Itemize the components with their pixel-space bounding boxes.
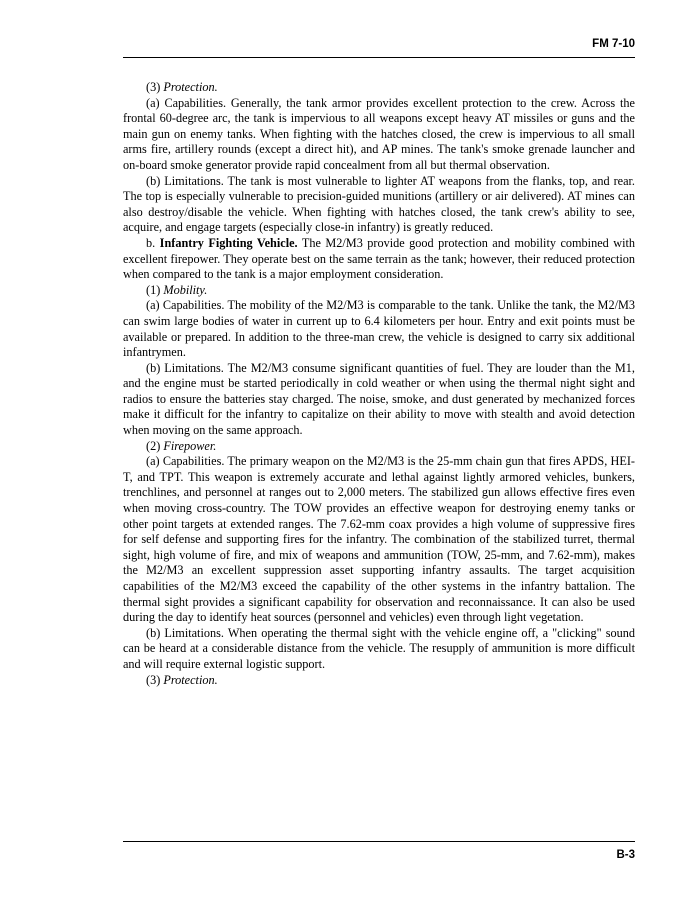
paragraph-firepower-limitations: (b) Limitations. When operating the thermal sight with the vehicle engine off, a "clicking" sound can be heard at a considerable distance from the vehicle. The resupply of ammunition is more difficult and will require external logistic support. [123,625,635,671]
document-id-header: FM 7-10 [592,38,635,50]
page-number: B-3 [616,849,635,861]
paragraph-text: The M2/M3 provide good protection and mobility combined with excellent firepower. They operate best on the same terrain as the tank; however, their reduced protection when compared to the tank is a major employment consideration. [123,235,636,282]
paragraph-firepower-capabilities: (a) Capabilities. The primary weapon on the M2/M3 is the 25-mm chain gun that fires APDS, HEI-T, and TPT. This weapon is extremely accurate and lethal against lightly armored vehicles, bunkers, trenchlines, and personnel at ranges out to 2,000 meters. The stabilized gun allows effective fires even when moving cross-country. The TOW provides an effective weapon for destroying enemy tanks or other point targets at extended ranges. The 7.62-mm coax provides a high volume of suppressive fires for self defense and supporting fires for the infantry. The combination of the stabilized turret, thermal sight, high volume of fire, and mix of weapons and ammunition (TOW, 25-mm, and 7.62-mm), makes the M2/M3 an excellent suppression asset supporting infantry assaults. The target acquisition capabilities of the M2/M3 exceed the capability of the other systems in the infantry battalion. The thermal sight provides a significant capability for observation and reconnaissance. It can also be used during the day to identify heat sources (personnel and vehicles) even through light vegetation. [123,454,635,625]
paragraph-mobility-capabilities: (a) Capabilities. The mobility of the M2/M3 is comparable to the tank. Unlike the tank, the M2/M3 can swim large bodies of water in current up to 6.4 kilometers per hour. Entry and exit points must be available or prepared. In addition to the three-man crew, the vehicle is designed to carry six additional infantrymen. [123,298,635,360]
paragraph-title: Protection. [163,80,218,94]
paragraph-tank-protection-limitations: (b) Limitations. The tank is most vulnerable to lighter AT weapons from the flanks, top, and rear. The top is especially vulnerable to precision-guided munitions (artillery or air delivered). AT mines can also destroy/disable the vehicle. When fighting with hatches closed, the tank crew's ability to see, acquire, and engage targets (especially close-in infantry) is greatly reduced. [123,173,635,235]
paragraph-tank-protection-capabilities: (a) Capabilities. Generally, the tank armor provides excellent protection to the crew. Across the frontal 60-degree arc, the tank is impervious to all weapons except heavy AT missiles or guns and the main gun on enemy tanks. When fighting with the hatches closed, the crew is impervious to all small arms fire, artillery rounds (except a direct hit), and AP mines. The tank's smoke grenade launcher and on-board smoke generator provide rapid concealment from all but thermal observation. [123,95,635,172]
paragraph-label: (3) [146,672,164,687]
paragraph-infantry-fighting-vehicle [123,236,635,283]
subsection-heading-mobility [123,283,635,299]
paragraph-label: (2) [146,438,164,453]
subsection-heading-protection-2 [123,673,635,689]
page-body [123,80,635,688]
paragraph-label: (3) [146,80,164,94]
paragraph-title: Mobility. [163,282,208,297]
paragraph-label: (1) [146,282,164,297]
subsection-heading-firepower [123,439,635,455]
paragraph-title: Infantry Fighting Vehicle. [159,235,298,250]
subsection-heading-protection [123,80,635,96]
paragraph-label: b. [146,235,160,250]
header-rule [123,57,635,58]
paragraph-mobility-limitations: (b) Limitations. The M2/M3 consume significant quantities of fuel. They are louder than the M1, and the engine must be started periodically in cold weather or when using the thermal night sight and radios to ensure the batteries stay charged. The noise, smoke, and dust generated by mechanized forces make it difficult for the infantry to capitalize on their ability to move with stealth and avoid detection when moving on the same approach. [123,360,635,438]
paragraph-title: Firepower. [163,438,217,453]
footer-rule [123,841,635,842]
paragraph-title: Protection. [163,672,218,687]
